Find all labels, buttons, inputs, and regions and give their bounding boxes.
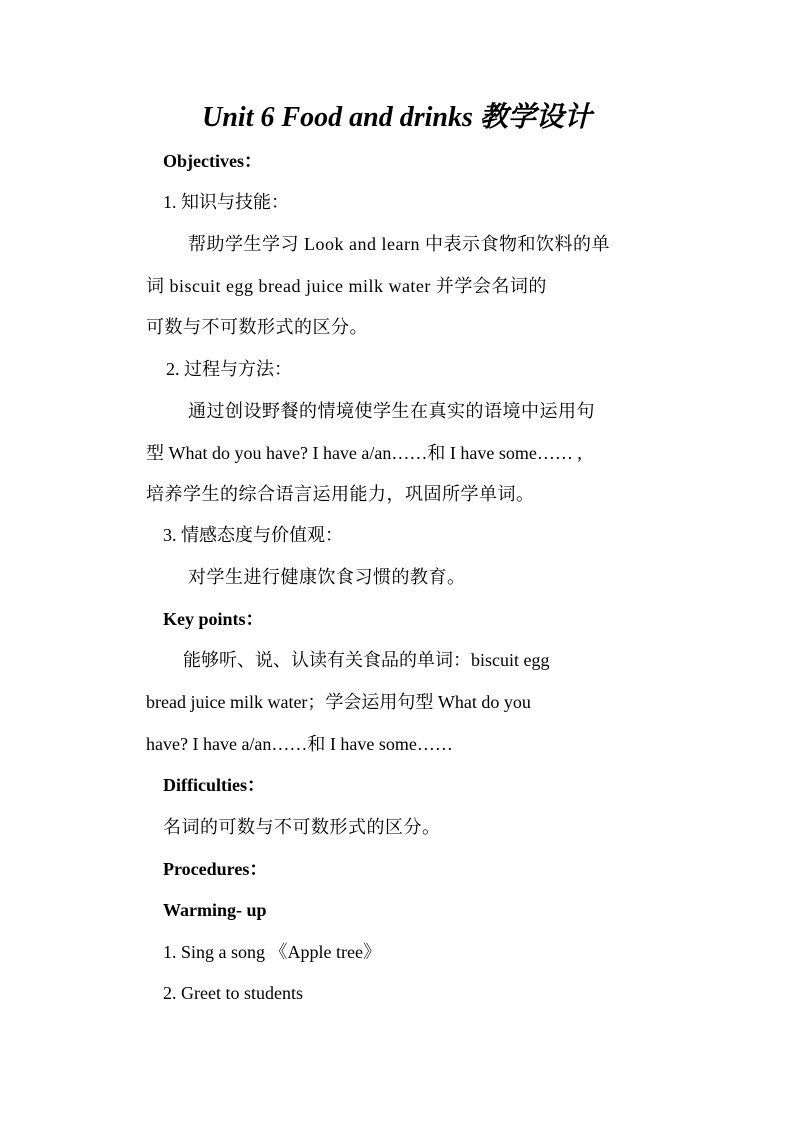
procedure-step: 1. Sing a song 《Apple tree》 bbox=[163, 942, 381, 962]
key-points-text-line: have? I have a/an……和 I have some…… bbox=[146, 734, 453, 754]
objective-1-text-line: 词 biscuit egg bread juice milk water 并学会名词的 bbox=[146, 276, 547, 296]
objectives-heading: Objectives： bbox=[163, 151, 262, 171]
document-title: Unit 6 Food and drinks 教学设计 bbox=[202, 102, 592, 133]
objective-3-heading: 3. 情感态度与价值观： bbox=[163, 525, 343, 545]
procedures-heading: Procedures： bbox=[163, 859, 268, 879]
objective-2-text-line: 通过创设野餐的情境使学生在真实的语境中运用句 bbox=[188, 401, 595, 421]
key-points-heading: Key points： bbox=[163, 609, 264, 629]
key-points-text-line: bread juice milk water；学会运用句型 What do you bbox=[146, 692, 531, 712]
difficulties-heading: Difficulties： bbox=[163, 775, 265, 795]
procedure-step: 2. Greet to students bbox=[163, 983, 303, 1003]
objective-2-text-line: 型 What do you have? I have a/an……和 I have some…… , bbox=[146, 443, 582, 463]
objective-2-text-line: 培养学生的综合语言运用能力，巩固所学单词。 bbox=[146, 484, 535, 504]
objective-1-text-line: 帮助学生学习 Look and learn 中表示食物和饮料的单 bbox=[188, 234, 610, 254]
objective-1-text-line: 可数与不可数形式的区分。 bbox=[146, 317, 368, 337]
warming-up-heading: Warming- up bbox=[163, 900, 267, 920]
objective-2-heading: 2. 过程与方法： bbox=[166, 359, 292, 379]
objective-1-heading: 1. 知识与技能： bbox=[163, 192, 289, 212]
difficulties-text-line: 名词的可数与不可数形式的区分。 bbox=[163, 817, 441, 837]
objective-3-text-line: 对学生进行健康饮食习惯的教育。 bbox=[188, 567, 466, 587]
key-points-text-line: 能够听、说、认读有关食品的单词：biscuit egg bbox=[183, 650, 550, 670]
